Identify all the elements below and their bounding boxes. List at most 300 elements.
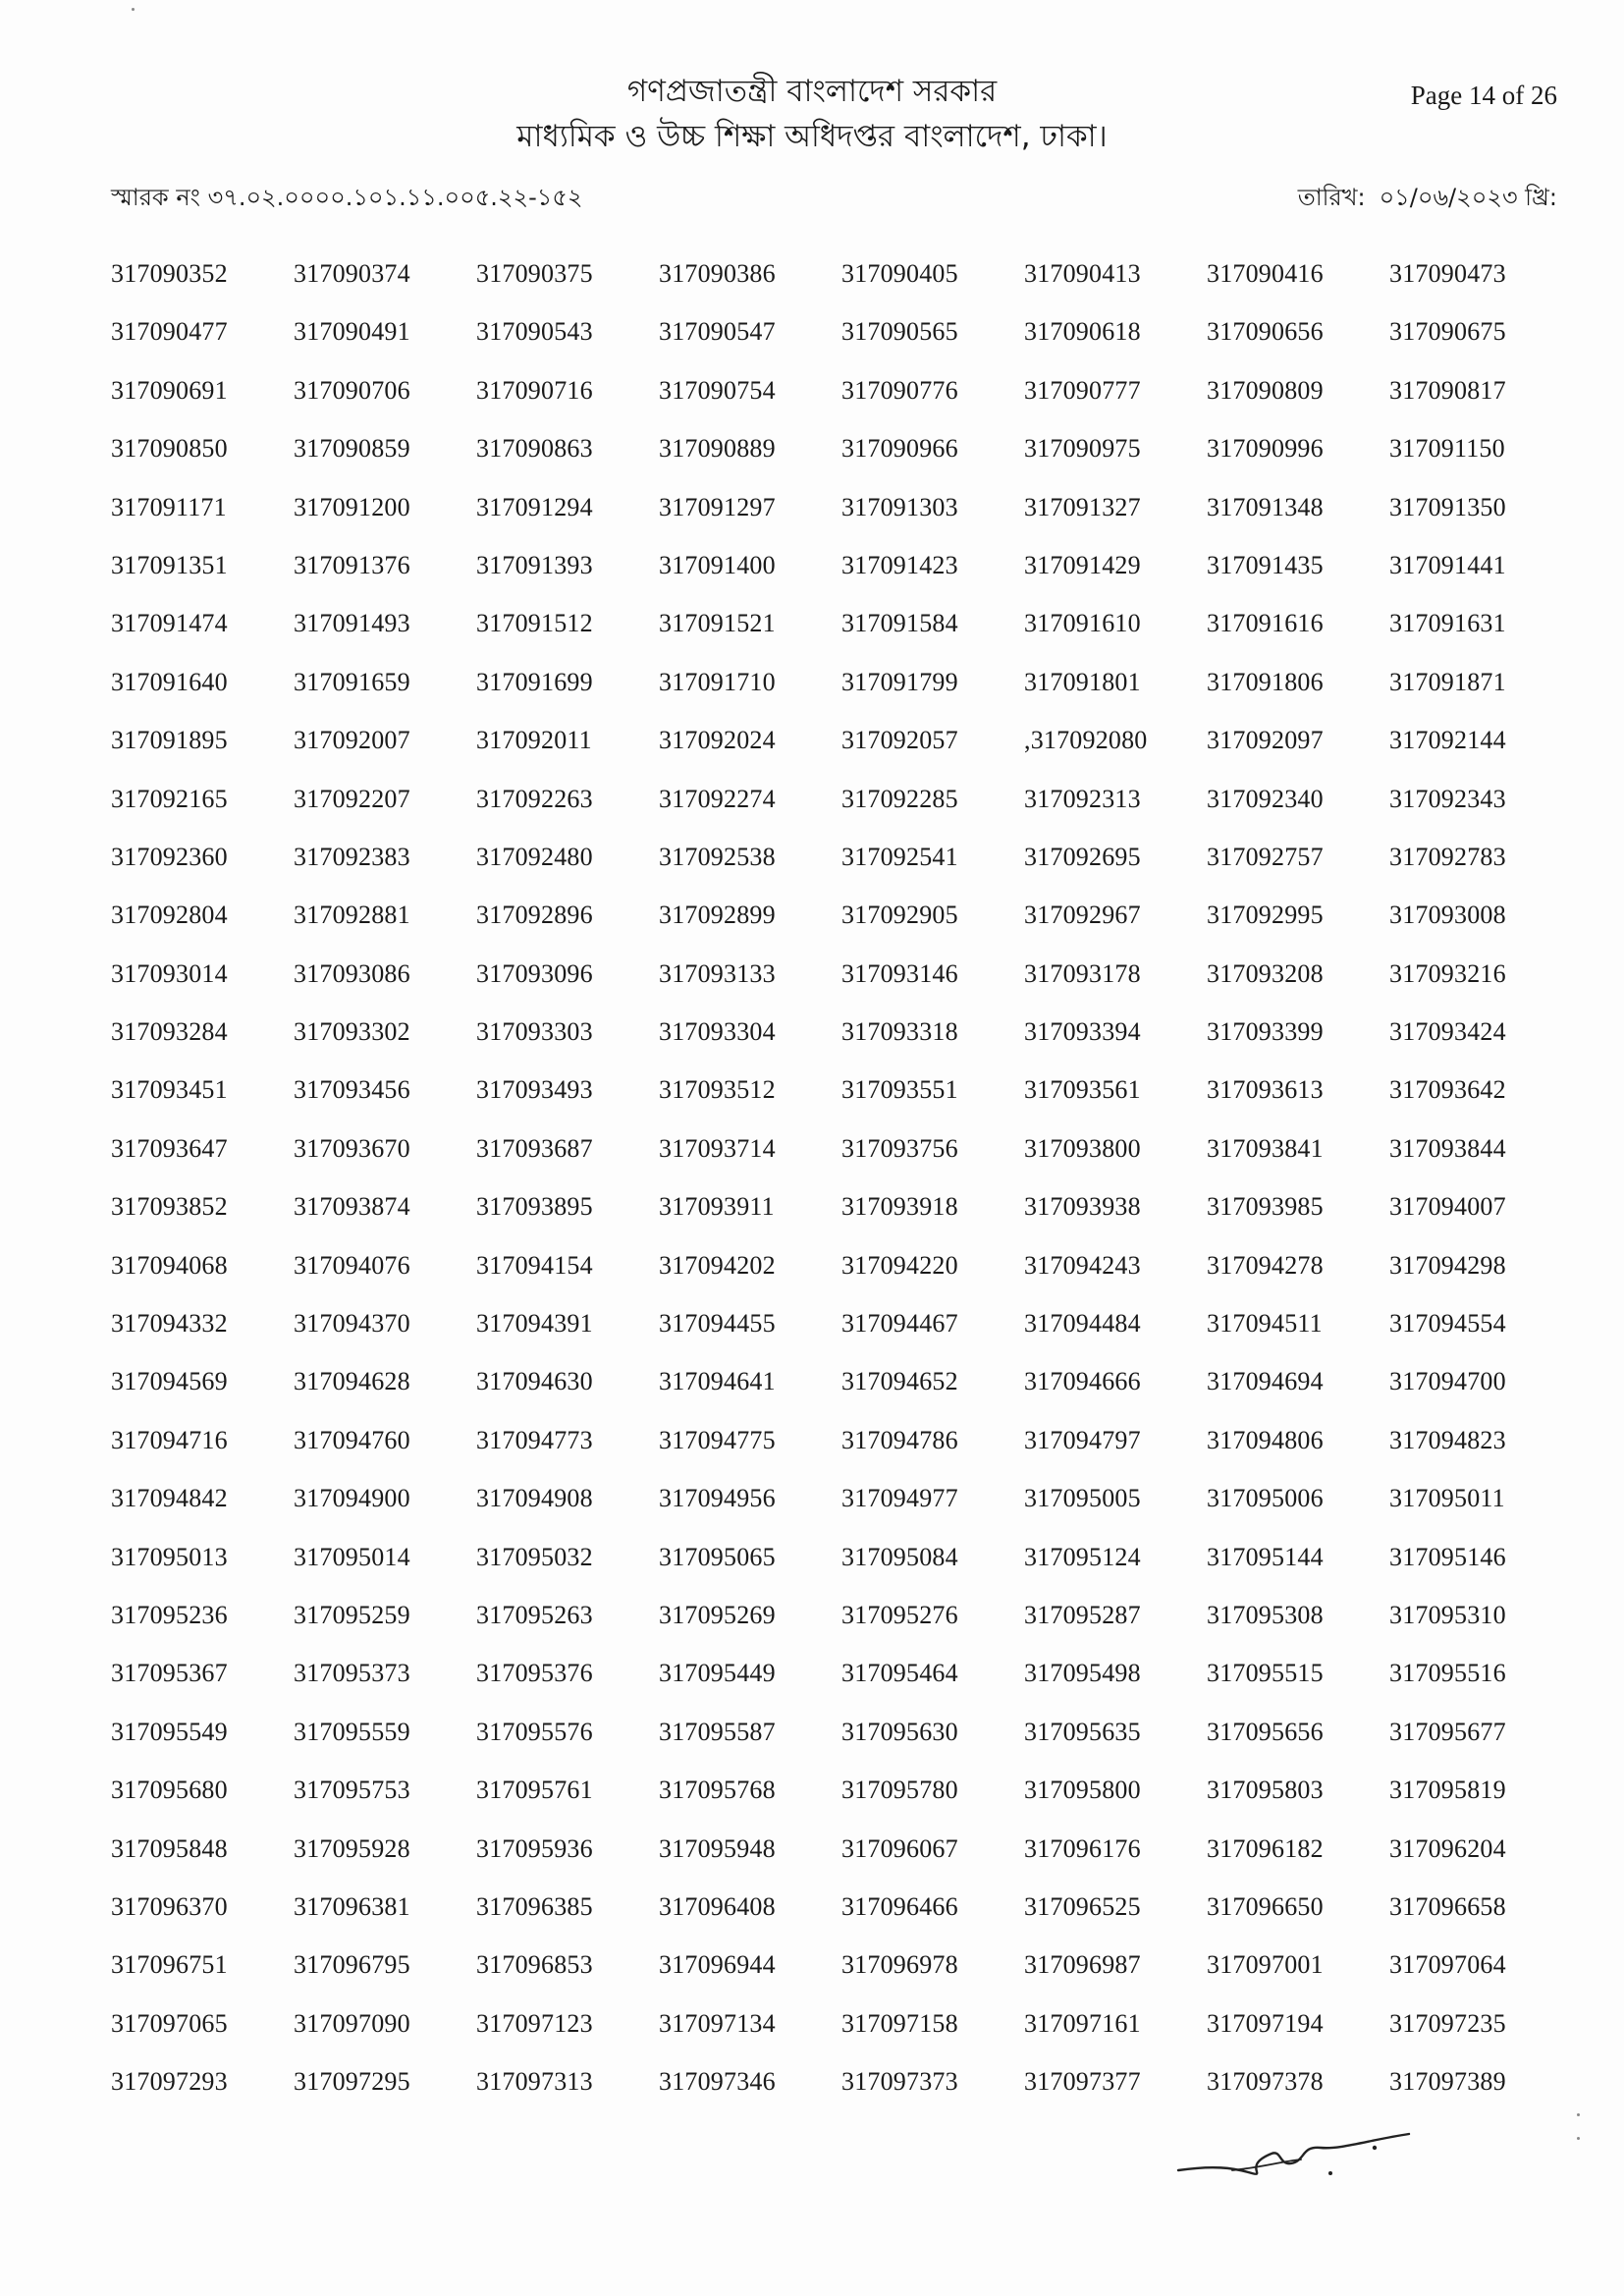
roll-number-cell: 317091327	[1024, 492, 1141, 521]
roll-number-cell: 317092995	[1207, 901, 1324, 930]
roll-number-cell: 317097373	[841, 2067, 958, 2097]
roll-number-row	[111, 1950, 1574, 2008]
roll-number-cell: 317097158	[841, 2008, 958, 2038]
roll-number-row	[111, 1075, 1574, 1133]
roll-number-cell: 317091429	[1024, 550, 1141, 579]
roll-number-cell: 317096176	[1024, 1833, 1141, 1863]
roll-number-cell: 317091171	[111, 492, 227, 521]
roll-number-cell: 317092144	[1389, 726, 1506, 755]
roll-number-cell: 317094797	[1024, 1425, 1141, 1454]
roll-number-cell: 317091294	[476, 492, 593, 521]
roll-number-cell: 317093451	[111, 1075, 228, 1105]
roll-number-cell: 317094554	[1389, 1309, 1506, 1339]
scan-speck	[132, 8, 135, 11]
roll-number-row	[111, 2067, 1574, 2125]
roll-number-cell: 317095011	[1389, 1484, 1505, 1513]
roll-number-row	[111, 1776, 1574, 1833]
roll-number-cell: 317092097	[1207, 726, 1324, 755]
roll-number-row	[111, 1192, 1574, 1250]
roll-number-cell: 317090777	[1024, 375, 1141, 405]
roll-number-row	[111, 493, 1574, 551]
roll-number-cell: 317095006	[1207, 1484, 1324, 1513]
roll-number-cell: 317097090	[294, 2008, 410, 2038]
roll-number-cell: 317094773	[476, 1425, 593, 1454]
roll-number-cell: 317095948	[659, 1833, 776, 1863]
roll-number-cell: 317092340	[1207, 784, 1324, 813]
roll-number-cell: 317095367	[111, 1659, 228, 1688]
roll-number-cell: 317093642	[1389, 1075, 1506, 1105]
roll-number-cell: 317095032	[476, 1542, 593, 1571]
roll-number-cell: 317097378	[1207, 2067, 1324, 2097]
roll-number-cell: 317093613	[1207, 1075, 1324, 1105]
roll-number-cell: 317095310	[1389, 1600, 1506, 1629]
roll-number-cell: 317095549	[111, 1717, 228, 1746]
roll-number-cell: 317094775	[659, 1425, 776, 1454]
roll-number-cell: 317090491	[294, 317, 410, 347]
roll-number-cell: 317094700	[1389, 1367, 1506, 1396]
roll-number-cell: 317094455	[659, 1309, 776, 1339]
roll-number-cell: 317095761	[476, 1776, 593, 1805]
roll-number-cell: 317095656	[1207, 1717, 1324, 1746]
roll-number-cell: 317093493	[476, 1075, 593, 1105]
roll-number-cell: 317095515	[1207, 1659, 1324, 1688]
roll-number-cell: 317096182	[1207, 1833, 1324, 1863]
roll-number-cell: 317092538	[659, 842, 776, 871]
roll-number-cell: 317096408	[659, 1891, 776, 1921]
roll-number-row	[111, 434, 1574, 492]
document-header	[0, 69, 1624, 159]
roll-number-cell: 317090716	[476, 375, 593, 405]
roll-number-cell: 317093756	[841, 1133, 958, 1163]
roll-number-cell: 317093399	[1207, 1017, 1324, 1047]
roll-number-cell: 317091493	[294, 609, 410, 638]
roll-number-cell: 317094007	[1389, 1192, 1506, 1222]
roll-number-row	[111, 1543, 1574, 1601]
roll-number-cell: 317090706	[294, 375, 410, 405]
roll-number-cell: 317097065	[111, 2008, 228, 2038]
roll-number-row	[111, 317, 1574, 375]
roll-number-cell: 317090859	[294, 434, 410, 464]
roll-number-cell: 317095144	[1207, 1542, 1324, 1571]
roll-number-cell: 317092899	[659, 901, 776, 930]
roll-number-cell: 317095373	[294, 1659, 410, 1688]
roll-number-cell: 317093911	[659, 1192, 775, 1222]
roll-number-cell: 317096370	[111, 1891, 228, 1921]
roll-number-row	[111, 609, 1574, 667]
roll-number-cell: 317096944	[659, 1950, 776, 1980]
roll-number-cell: 317090966	[841, 434, 958, 464]
roll-number-row	[111, 376, 1574, 434]
roll-number-cell: 317094332	[111, 1309, 228, 1339]
roll-number-cell: 317093133	[659, 958, 776, 988]
roll-number-row	[111, 1367, 1574, 1425]
roll-number-cell: 317095269	[659, 1600, 776, 1629]
roll-number-cell: 317090375	[476, 259, 593, 288]
government-title: গণপ্রজাতন্ত্রী বাংলাদেশ সরকার	[626, 74, 998, 109]
roll-number-cell: 317094076	[294, 1250, 410, 1280]
roll-number-cell: 317091871	[1389, 667, 1506, 696]
date-value: ০১/০৬/২০২৩ খ্রি:	[1379, 184, 1557, 211]
roll-number-cell: 317095263	[476, 1600, 593, 1629]
roll-number-cell: 317095259	[294, 1600, 410, 1629]
roll-number-cell: 317094484	[1024, 1309, 1141, 1339]
roll-number-cell: 317092881	[294, 901, 410, 930]
roll-number-cell: 317093670	[294, 1133, 410, 1163]
roll-number-cell: 317092057	[841, 726, 958, 755]
roll-number-row	[111, 1484, 1574, 1542]
roll-number-cell: 317094068	[111, 1250, 228, 1280]
roll-number-cell: 317092905	[841, 901, 958, 930]
roll-number-cell: 317093918	[841, 1192, 958, 1222]
roll-number-cell: 317093014	[111, 958, 228, 988]
memo-number: স্মারক নং ৩৭.০২.০০০০.১০১.১১.০০৫.২২-১৫২	[111, 184, 583, 211]
scan-speck	[1577, 2137, 1580, 2140]
roll-number-cell: 317093841	[1207, 1133, 1324, 1163]
department-title: মাধ্যমিক ও উচ্চ শিক্ষা অধিদপ্তর বাংলাদেশ, ঢাকা।	[516, 119, 1108, 154]
roll-number-cell: 317095308	[1207, 1600, 1324, 1629]
roll-number-cell: 317095498	[1024, 1659, 1141, 1688]
roll-number-cell: 317093938	[1024, 1192, 1141, 1222]
roll-number-cell: 317092541	[841, 842, 958, 871]
roll-number-cell: 317092695	[1024, 842, 1141, 871]
roll-number-row	[111, 843, 1574, 901]
roll-number-cell: 317091200	[294, 492, 410, 521]
roll-number-row	[111, 1892, 1574, 1950]
roll-number-cell: 317096381	[294, 1891, 410, 1921]
roll-number-cell: 317093895	[476, 1192, 593, 1222]
roll-number-cell: 317094467	[841, 1309, 958, 1339]
roll-number-cell: 317092263	[476, 784, 593, 813]
roll-number-cell: 317090776	[841, 375, 958, 405]
roll-number-cell: 317095065	[659, 1542, 776, 1571]
roll-number-cell: 317092285	[841, 784, 958, 813]
roll-number-row	[111, 668, 1574, 726]
roll-number-cell: 317095276	[841, 1600, 958, 1629]
roll-number-cell: 317092007	[294, 726, 410, 755]
roll-number-cell: 317092360	[111, 842, 228, 871]
roll-number-row	[111, 901, 1574, 958]
roll-number-cell: 317095587	[659, 1717, 776, 1746]
roll-number-cell: 317090374	[294, 259, 410, 288]
roll-number-cell: 317094298	[1389, 1250, 1506, 1280]
roll-number-row	[111, 551, 1574, 609]
roll-number-cell: 317097134	[659, 2008, 776, 2038]
roll-number-row	[111, 2009, 1574, 2067]
roll-number-cell: 317097389	[1389, 2067, 1506, 2097]
roll-number-cell: 317093852	[111, 1192, 228, 1222]
roll-number-cell: 317095936	[476, 1833, 593, 1863]
roll-number-cell: 317091631	[1389, 609, 1506, 638]
roll-number-row	[111, 726, 1574, 784]
roll-number-cell: 317095124	[1024, 1542, 1141, 1571]
roll-number-cell: 317092024	[659, 726, 776, 755]
roll-number-cell: 317094569	[111, 1367, 228, 1396]
roll-number-cell: 317091393	[476, 550, 593, 579]
roll-number-cell: 317093216	[1389, 958, 1506, 988]
roll-number-cell: 317093318	[841, 1017, 958, 1047]
roll-number-cell: 317093096	[476, 958, 593, 988]
roll-number-cell: 317095013	[111, 1542, 228, 1571]
roll-number-cell: 317097161	[1024, 2008, 1141, 2038]
roll-number-cell: 317092207	[294, 784, 410, 813]
roll-number-cell: 317095768	[659, 1776, 776, 1805]
roll-number-row	[111, 1718, 1574, 1776]
roll-number-row	[111, 259, 1574, 317]
roll-number-cell: 317095449	[659, 1659, 776, 1688]
roll-number-cell: 317091640	[111, 667, 228, 696]
roll-number-cell: 317095677	[1389, 1717, 1506, 1746]
roll-number-cell: 317090863	[476, 434, 593, 464]
roll-number-cell: 317094511	[1207, 1309, 1323, 1339]
roll-number-cell: 317090691	[111, 375, 228, 405]
roll-number-cell: 317096978	[841, 1950, 958, 1980]
roll-number-row	[111, 1017, 1574, 1075]
roll-number-cell: 317092757	[1207, 842, 1324, 871]
roll-number-cell: 317092804	[111, 901, 228, 930]
roll-number-cell: 317094908	[476, 1484, 593, 1513]
roll-number-cell: 317090565	[841, 317, 958, 347]
roll-number-cell: 317095576	[476, 1717, 593, 1746]
roll-number-cell: 317091806	[1207, 667, 1324, 696]
roll-number-cell: 317092783	[1389, 842, 1506, 871]
roll-number-row	[111, 1659, 1574, 1717]
roll-number-cell: 317094842	[111, 1484, 228, 1513]
roll-number-cell: 317093456	[294, 1075, 410, 1105]
roll-number-row	[111, 1601, 1574, 1659]
roll-number-cell: 317091376	[294, 550, 410, 579]
roll-number-cell: 317093844	[1389, 1133, 1506, 1163]
roll-number-cell: 317092480	[476, 842, 593, 871]
roll-number-cell: 317093146	[841, 958, 958, 988]
roll-number-cell: 317096204	[1389, 1833, 1506, 1863]
roll-number-cell: 317094278	[1207, 1250, 1324, 1280]
roll-number-cell: 317095800	[1024, 1776, 1141, 1805]
roll-number-cell: 317094900	[294, 1484, 410, 1513]
roll-number-cell: 317095819	[1389, 1776, 1506, 1805]
roll-number-cell: 317097194	[1207, 2008, 1324, 2038]
roll-number-cell: 317094956	[659, 1484, 776, 1513]
roll-number-cell: 317091801	[1024, 667, 1141, 696]
roll-number-cell: ,317092080	[1024, 726, 1148, 755]
roll-number-cell: 317095236	[111, 1600, 228, 1629]
roll-number-cell: 317093551	[841, 1075, 958, 1105]
roll-number-cell: 317091610	[1024, 609, 1141, 638]
roll-number-cell: 317097346	[659, 2067, 776, 2097]
roll-number-cell: 317095803	[1207, 1776, 1324, 1805]
roll-number-cell: 317094628	[294, 1367, 410, 1396]
roll-number-cell: 317090477	[111, 317, 228, 347]
roll-number-cell: 317091616	[1207, 609, 1324, 638]
roll-number-cell: 317091351	[111, 550, 228, 579]
roll-number-cell: 317096067	[841, 1833, 958, 1863]
roll-number-cell: 317097235	[1389, 2008, 1506, 2038]
roll-number-cell: 317097313	[476, 2067, 593, 2097]
roll-number-cell: 317091297	[659, 492, 776, 521]
roll-number-cell: 317092313	[1024, 784, 1141, 813]
roll-number-cell: 317094806	[1207, 1425, 1324, 1454]
roll-number-cell: 317093086	[294, 958, 410, 988]
roll-number-cell: 317092967	[1024, 901, 1141, 930]
roll-number-cell: 317095635	[1024, 1717, 1141, 1746]
handwritten-signature	[1173, 2126, 1419, 2195]
roll-number-cell: 317097123	[476, 2008, 593, 2038]
roll-number-cell: 317093208	[1207, 958, 1324, 988]
roll-number-cell: 317094786	[841, 1425, 958, 1454]
roll-number-cell: 317093561	[1024, 1075, 1141, 1105]
roll-number-cell: 317095005	[1024, 1484, 1141, 1513]
roll-number-cell: 317093647	[111, 1133, 228, 1163]
roll-number-cell: 317091710	[659, 667, 776, 696]
roll-number-cell: 317094391	[476, 1309, 593, 1339]
roll-number-cell: 317091521	[659, 609, 776, 638]
roll-number-cell: 317094154	[476, 1250, 593, 1280]
roll-number-cell: 317094716	[111, 1425, 228, 1454]
roll-number-cell: 317094666	[1024, 1367, 1141, 1396]
roll-number-row	[111, 1251, 1574, 1309]
roll-number-cell: 317097001	[1207, 1950, 1324, 1980]
roll-number-cell: 317091699	[476, 667, 593, 696]
roll-number-cell: 317095376	[476, 1659, 593, 1688]
roll-number-cell: 317093985	[1207, 1192, 1324, 1222]
roll-number-cell: 317094694	[1207, 1367, 1324, 1396]
roll-number-cell: 317090850	[111, 434, 228, 464]
roll-number-cell: 317090416	[1207, 259, 1324, 288]
date-line	[1298, 180, 1557, 219]
roll-number-cell: 317091895	[111, 726, 228, 755]
roll-number-cell: 317093008	[1389, 901, 1506, 930]
roll-number-cell: 317090754	[659, 375, 776, 405]
roll-number-cell: 317090889	[659, 434, 776, 464]
roll-number-row	[111, 1309, 1574, 1367]
roll-number-cell: 317095516	[1389, 1659, 1506, 1688]
roll-number-cell: 317091350	[1389, 492, 1506, 521]
roll-number-cell: 317092274	[659, 784, 776, 813]
roll-number-cell: 317096466	[841, 1891, 958, 1921]
roll-number-cell: 317096751	[111, 1950, 228, 1980]
roll-number-cell: 317090675	[1389, 317, 1506, 347]
roll-number-cell: 317096385	[476, 1891, 593, 1921]
roll-number-cell: 317095680	[111, 1776, 228, 1805]
roll-number-cell: 317091150	[1389, 434, 1505, 464]
roll-number-cell: 317094202	[659, 1250, 776, 1280]
roll-number-cell: 317094760	[294, 1425, 410, 1454]
roll-number-cell: 317093714	[659, 1133, 776, 1163]
roll-number-cell: 317095464	[841, 1659, 958, 1688]
roll-number-row	[111, 785, 1574, 843]
roll-number-cell: 317090386	[659, 259, 776, 288]
roll-number-cell: 317097295	[294, 2067, 410, 2097]
roll-number-cell: 317095146	[1389, 1542, 1506, 1571]
roll-number-cell: 317092343	[1389, 784, 1506, 813]
roll-number-cell: 317095848	[111, 1833, 228, 1863]
roll-number-cell: 317091584	[841, 609, 958, 638]
roll-number-cell: 317093304	[659, 1017, 776, 1047]
page-number: Page 14 of 26	[1410, 81, 1557, 110]
roll-number-cell: 317097293	[111, 2067, 228, 2097]
roll-number-cell: 317090975	[1024, 434, 1141, 464]
roll-number-cell: 317090996	[1207, 434, 1324, 464]
roll-number-cell: 317095014	[294, 1542, 410, 1571]
roll-number-cell: 317092896	[476, 901, 593, 930]
roll-number-cell: 317092165	[111, 784, 228, 813]
roll-number-cell: 317090413	[1024, 259, 1141, 288]
roll-number-cell: 317095084	[841, 1542, 958, 1571]
roll-number-cell: 317092383	[294, 842, 410, 871]
roll-number-row	[111, 1134, 1574, 1192]
roll-number-cell: 317094823	[1389, 1425, 1506, 1454]
roll-number-cell: 317091423	[841, 550, 958, 579]
roll-number-cell: 317093512	[659, 1075, 776, 1105]
roll-number-cell: 317091348	[1207, 492, 1324, 521]
roll-number-cell: 317093424	[1389, 1017, 1506, 1047]
roll-number-cell: 317094652	[841, 1367, 958, 1396]
roll-number-cell: 317093302	[294, 1017, 410, 1047]
roll-number-cell: 317091400	[659, 550, 776, 579]
roll-number-cell: 317094977	[841, 1484, 958, 1513]
roll-number-cell: 317091435	[1207, 550, 1324, 579]
roll-number-cell: 317096987	[1024, 1950, 1141, 1980]
roll-number-cell: 317091441	[1389, 550, 1506, 579]
roll-number-cell: 317091303	[841, 492, 958, 521]
roll-number-row	[111, 1834, 1574, 1892]
roll-number-cell: 317096525	[1024, 1891, 1141, 1921]
roll-number-cell: 317093874	[294, 1192, 410, 1222]
roll-number-cell: 317095630	[841, 1717, 958, 1746]
roll-number-cell: 317090473	[1389, 259, 1506, 288]
roll-number-cell: 317090352	[111, 259, 228, 288]
roll-number-cell: 317094641	[659, 1367, 776, 1396]
roll-number-row	[111, 1426, 1574, 1484]
roll-number-cell: 317094370	[294, 1309, 410, 1339]
roll-number-cell: 317096658	[1389, 1891, 1506, 1921]
roll-number-cell: 317093687	[476, 1133, 593, 1163]
roll-number-cell: 317097064	[1389, 1950, 1506, 1980]
roll-number-cell: 317096650	[1207, 1891, 1324, 1921]
roll-number-cell: 317090405	[841, 259, 958, 288]
roll-number-cell: 317095780	[841, 1776, 958, 1805]
roll-number-row	[111, 959, 1574, 1017]
roll-number-cell: 317093303	[476, 1017, 593, 1047]
roll-number-cell: 317094220	[841, 1250, 958, 1280]
roll-number-cell: 317090618	[1024, 317, 1141, 347]
roll-number-cell: 317095559	[294, 1717, 410, 1746]
roll-number-cell: 317096853	[476, 1950, 593, 1980]
roll-number-cell: 317096795	[294, 1950, 410, 1980]
roll-number-cell: 317095928	[294, 1833, 410, 1863]
roll-number-cell: 317091474	[111, 609, 228, 638]
date-label: তারিখ:	[1297, 184, 1366, 211]
roll-number-cell: 317093394	[1024, 1017, 1141, 1047]
roll-number-cell: 317090656	[1207, 317, 1324, 347]
roll-number-cell: 317090543	[476, 317, 593, 347]
roll-number-cell: 317093178	[1024, 958, 1141, 988]
roll-number-cell: 317090547	[659, 317, 776, 347]
roll-number-cell: 317091799	[841, 667, 958, 696]
roll-number-cell: 317095753	[294, 1776, 410, 1805]
roll-number-cell: 317093284	[111, 1017, 228, 1047]
roll-number-cell: 317091659	[294, 667, 410, 696]
roll-number-cell: 317094243	[1024, 1250, 1141, 1280]
roll-number-cell: 317092011	[476, 726, 592, 755]
roll-number-cell: 317090809	[1207, 375, 1324, 405]
roll-number-cell: 317094630	[476, 1367, 593, 1396]
roll-number-cell: 317090817	[1389, 375, 1506, 405]
roll-number-cell: 317097377	[1024, 2067, 1141, 2097]
roll-number-cell: 317091512	[476, 609, 593, 638]
roll-number-grid	[111, 259, 1574, 2126]
scan-speck	[1577, 2113, 1580, 2116]
roll-number-cell: 317093800	[1024, 1133, 1141, 1163]
